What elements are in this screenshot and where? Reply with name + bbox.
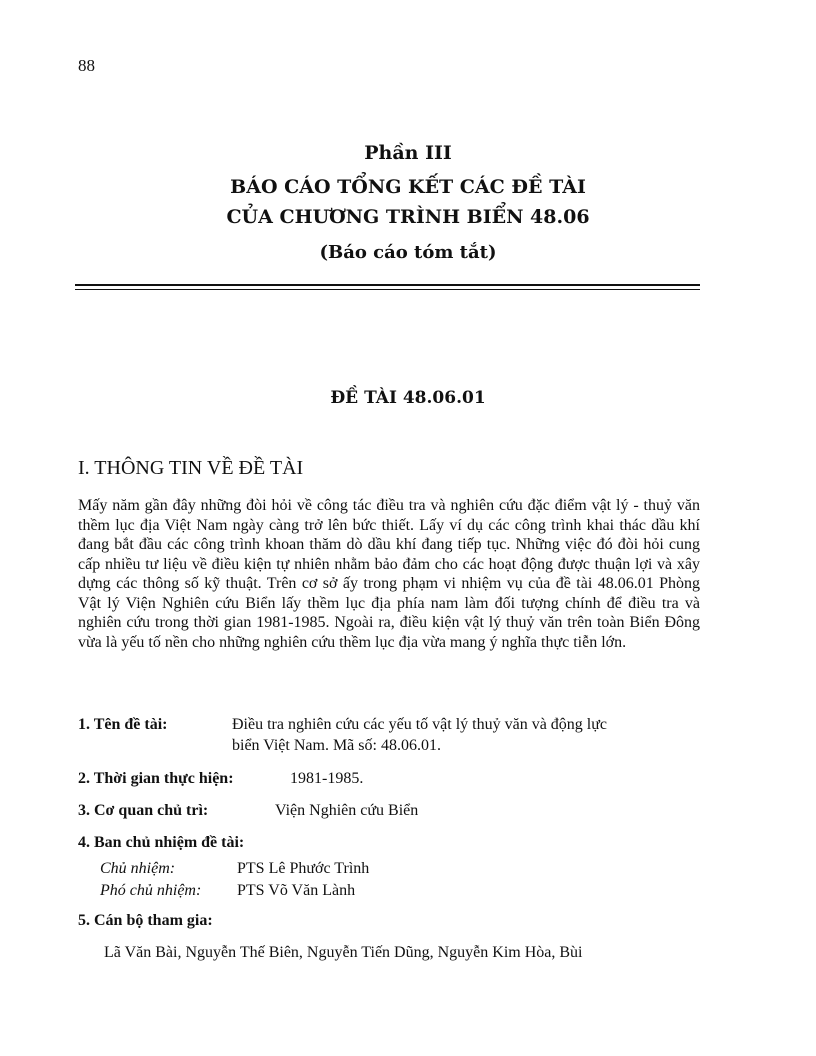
part-label: Phần III <box>364 142 452 164</box>
divider-thin <box>75 289 700 290</box>
chair-name: PTS Lê Phước Trình <box>237 860 370 877</box>
name-value-line-2: biển Việt Nam. Mã số: 48.06.01. <box>232 737 441 754</box>
topic-title: ĐỀ TÀI 48.06.01 <box>330 388 486 408</box>
name-value-line-1: Điều tra nghiên cứu các yếu tố vật lý thuỷ văn và động lực <box>232 716 608 733</box>
part-title-line-2: CỦA CHƯƠNG TRÌNH BIỂN 48.06 <box>226 206 590 228</box>
part-subtitle: (Báo cáo tóm tắt) <box>319 242 497 263</box>
intro-paragraph: Mấy năm gần đây những đòi hỏi về công tác điều tra và nghiên cứu đặc điểm vật lý - thuỷ văn thềm lục địa Việt Nam ngày càng trở lên bức thiết. Lấy ví dụ các công trình khai thác dầu khí đang bắt đầu các công trình khoan thăm dò dầu khí đang tiếp tục. Những việc đó đòi hỏi cung cấp nhiều tư liệu về điều kiện tự nhiên nhằm bảo đảm cho các hoạt động được thuận lợi và xây dựng các thông số kỹ thuật. Trên cơ sở ấy trong phạm vi nhiệm vụ của đề tài 48.06.01 Phòng Vật lý Viện Nghiên cứu Biển lấy thềm lục địa phía nam làm đối tượng chính để điều tra và nghiên cứu trong thời gian 1981-1985. Ngoài ra, điều kiện vật lý thuỷ văn trên toàn Biển Đông vừa là yếu tố nền cho những nghiên cứu thềm lục địa vừa mang ý nghĩa thực tiễn lớn. <box>78 497 700 651</box>
page-number: 88 <box>78 56 95 75</box>
name-label: 1. Tên đề tài: <box>78 716 168 733</box>
divider-thick <box>75 284 700 286</box>
staff-value: Lã Văn Bài, Nguyễn Thế Biên, Nguyễn Tiến Dũng, Nguyễn Kim Hòa, Bùi <box>104 944 583 961</box>
staff-label: 5. Cán bộ tham gia: <box>78 912 213 929</box>
agency-value: Viện Nghiên cứu Biển <box>275 802 419 819</box>
vice-name: PTS Võ Văn Lành <box>237 882 356 899</box>
time-label: 2. Thời gian thực hiện: <box>78 770 234 787</box>
board-label: 4. Ban chủ nhiệm đề tài: <box>78 834 245 851</box>
chair-role: Chủ nhiệm: <box>100 860 176 877</box>
vice-role: Phó chủ nhiệm: <box>100 882 202 899</box>
section-heading: I. THÔNG TIN VỀ ĐỀ TÀI <box>78 457 304 479</box>
part-title-line-1: BÁO CÁO TỔNG KẾT CÁC ĐỀ TÀI <box>230 176 586 198</box>
time-value: 1981-1985. <box>290 770 364 787</box>
agency-label: 3. Cơ quan chủ trì: <box>78 802 209 819</box>
